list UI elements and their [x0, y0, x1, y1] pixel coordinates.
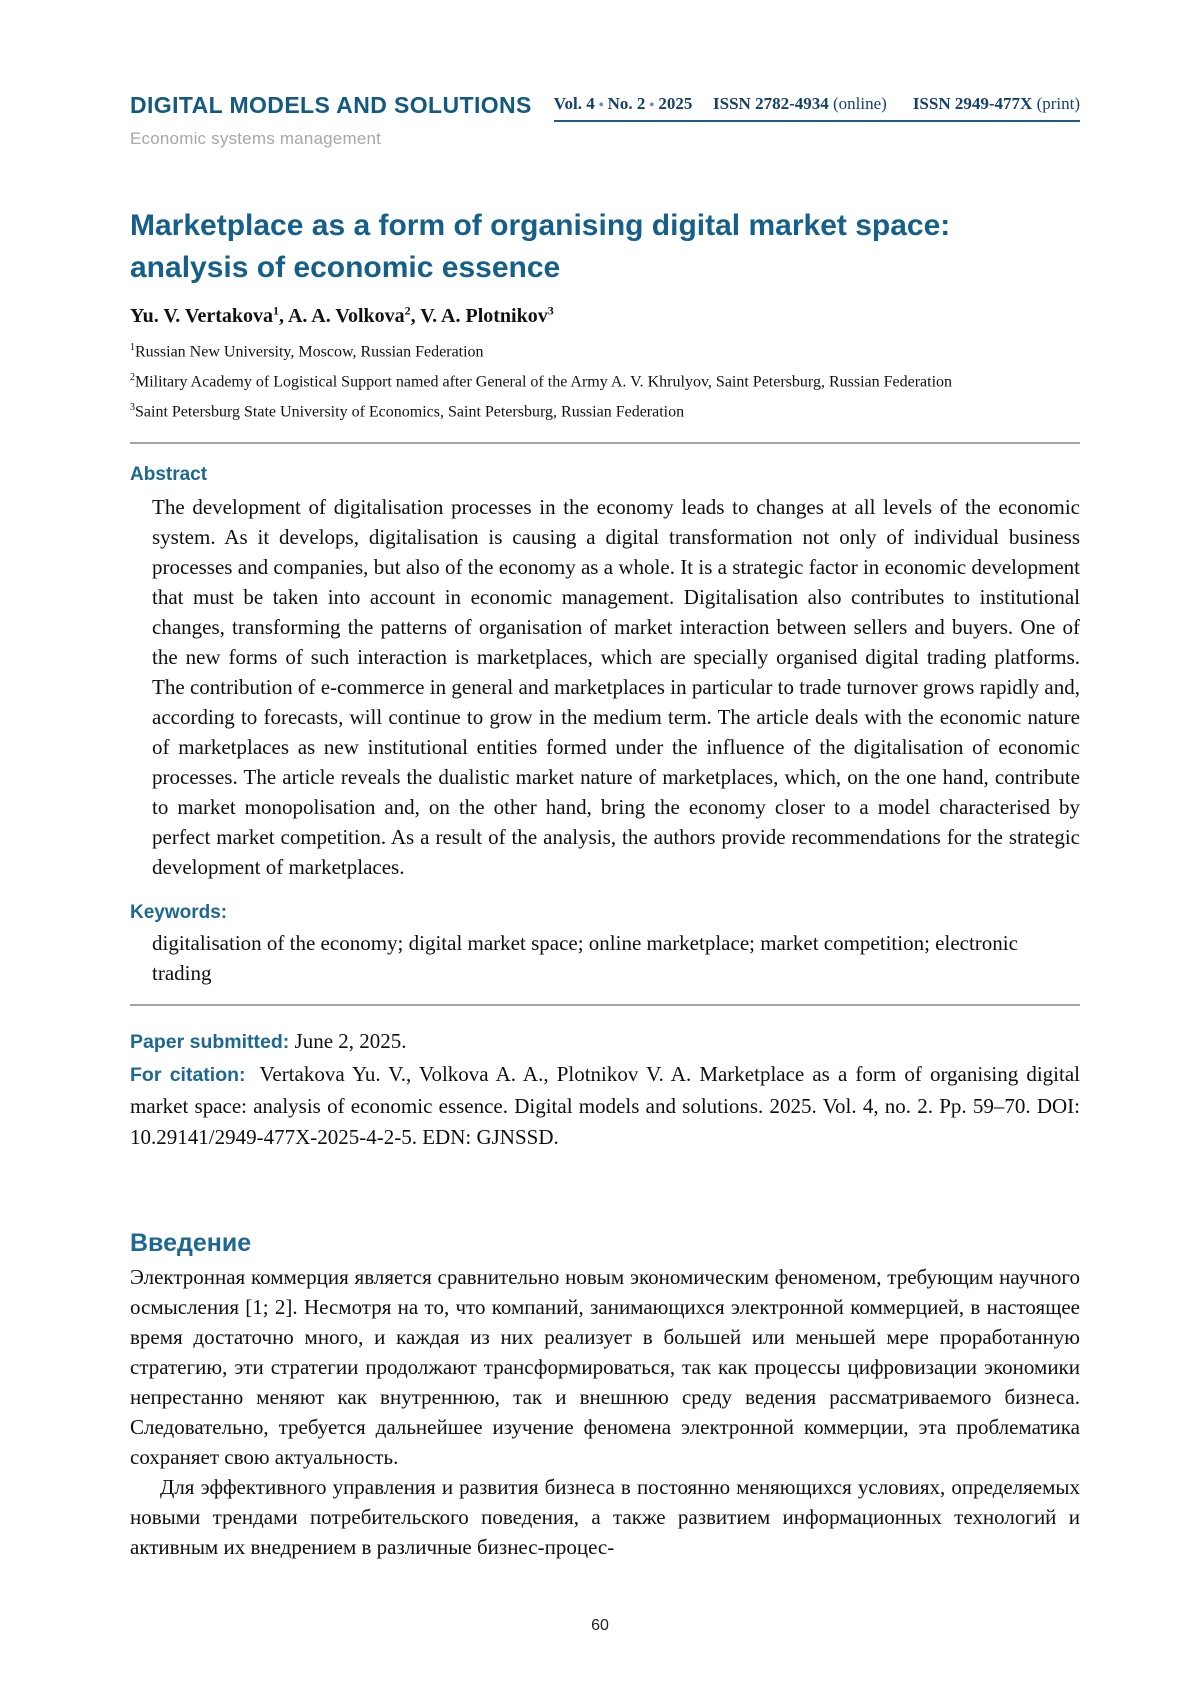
paper-submitted-line: [130, 1026, 1080, 1058]
divider: [130, 442, 1080, 444]
issue-number: No. 2: [607, 94, 646, 113]
page-number: 60: [591, 1617, 609, 1634]
affiliation-mark: 2: [130, 371, 135, 383]
author-separator: ,: [410, 304, 421, 327]
meta-block: [130, 1026, 1080, 1153]
intro-paragraph: Электронная коммерция является сравнительно новым экономическим феноменом, требующим научного осмысления [1; 2]. Несмотря на то, что компаний, занимающихся электронной коммерцией, в настоящее время достаточно много, и каждая из них реализует в большей или меньшей мере проработанную стратегию, эти стратегии продолжают трансформироваться, так как процессы цифровизации экономики непрестанно меняют как внутреннюю, так и внешнюю среду ведения рассматриваемого бизнеса. Следовательно, требуется дальнейшее изучение феномена электронной коммерции, эта проблематика сохраняет свою актуальность.: [130, 1264, 1080, 1469]
affiliations-list: [130, 335, 1080, 426]
journal-issue-line: [554, 94, 1080, 122]
issn-print-label: (print): [1036, 94, 1080, 113]
submitted-label: Paper submitted:: [130, 1030, 290, 1053]
author-name: V. A. Plotnikov: [420, 304, 548, 327]
issn-online: ISSN 2782-4934: [713, 94, 829, 113]
authors-line: [130, 303, 1080, 328]
author-affil-mark: 2: [404, 303, 411, 317]
author: [130, 305, 288, 327]
affiliation: [130, 395, 1080, 425]
abstract-text: The development of digitalisation processes in the economy leads to changes at all levels of the economic system. As it develops, digitalisation is causing a digital transformation not only of individual business processes and companies, but also of the economy as a whole. It is a strategic factor in economic development that must be taken into account in economic management. Digitalisation also contributes to institutional changes, transforming the patterns of organisation of market interaction between sellers and buyers. One of the new forms of such interaction is marketplaces, which are specially organised digital trading platforms. The contribution of e-commerce in general and marketplaces in particular to trade turnover grows rapidly and, according to forecasts, will continue to grow in the medium term. The article deals with the economic nature of marketplaces as new institutional entities formed under the influence of the digitalisation of economic processes. The article reveals the dualistic market nature of marketplaces, which, on the one hand, contribute to market monopolisation and, on the other hand, bring the economy closer to a model characterised by perfect market competition. As a result of the analysis, the authors provide recommendations for the strategic development of marketplaces.: [152, 494, 1080, 879]
submitted-date: June 2, 2025.: [294, 1028, 407, 1053]
affiliation-text: Military Academy of Logistical Support named after General of the Army A. V. Khrulyov, Saint Petersburg, Russian Federation: [135, 373, 953, 391]
issn-online-label: (online): [832, 94, 887, 113]
citation-label: For citation:: [130, 1063, 246, 1086]
author-name: A. A. Volkova: [287, 304, 405, 327]
dot-separator: •: [598, 98, 604, 113]
keywords-heading: Keywords:: [130, 901, 228, 923]
journal-section: Economic systems management: [130, 129, 382, 148]
affiliation-mark: 1: [130, 341, 135, 353]
abstract-heading: Abstract: [130, 463, 208, 485]
intro-paragraph: Для эффективного управления и развития бизнеса в постоянно меняющихся условиях, определяемых новыми трендами потребительского поведения, а также развитием информационных технологий и активным их внедрением в различные бизнес-процес-: [130, 1474, 1080, 1559]
affiliation-text: Saint Petersburg State University of Economics, Saint Petersburg, Russian Federation: [135, 403, 685, 421]
dot-separator: •: [649, 98, 655, 113]
affiliation-mark: 3: [130, 402, 135, 414]
affiliation: [130, 335, 1080, 365]
affiliation: [130, 365, 1080, 395]
volume-label: Vol. 4: [553, 94, 595, 113]
affiliation-text: Russian New University, Moscow, Russian Federation: [135, 342, 484, 360]
journal-name: DIGITAL MODELS AND SOLUTIONS: [130, 92, 532, 118]
journal-brand-block: [130, 92, 532, 149]
author-separator: ,: [279, 304, 288, 327]
author-name: Yu. V. Vertakova: [130, 304, 274, 327]
author-affil-mark: 3: [547, 303, 554, 317]
keywords-text: digitalisation of the economy; digital market space; online marketplace; market competition; electronic trading: [152, 930, 1018, 985]
issn-block: [713, 94, 1080, 114]
author-affil-mark: 1: [273, 303, 280, 317]
introduction-heading: Введение: [130, 1228, 252, 1257]
citation-paragraph: [130, 1059, 1080, 1153]
citation-text: Vertakova Yu. V., Volkova A. A., Plotnikov V. A. Marketplace as a form of organising digital market space: analysis of economic essence. Digital models and solutions. 2025. Vol. 4, no. 2. Pp. 59–70. DOI: 10.29141/2949-477X-2025-4-2-5. EDN: GJNSSD.: [130, 1061, 1080, 1149]
issn-print: ISSN 2949-477X: [912, 94, 1033, 113]
author: [288, 305, 420, 327]
divider: [130, 1004, 1080, 1006]
author: [420, 305, 553, 327]
journal-header: [130, 92, 1080, 149]
volume-info: [554, 94, 693, 114]
article-title: Marketplace as a form of organising digital market space: analysis of economic essence: [130, 209, 951, 284]
issue-year: 2025: [658, 94, 693, 113]
